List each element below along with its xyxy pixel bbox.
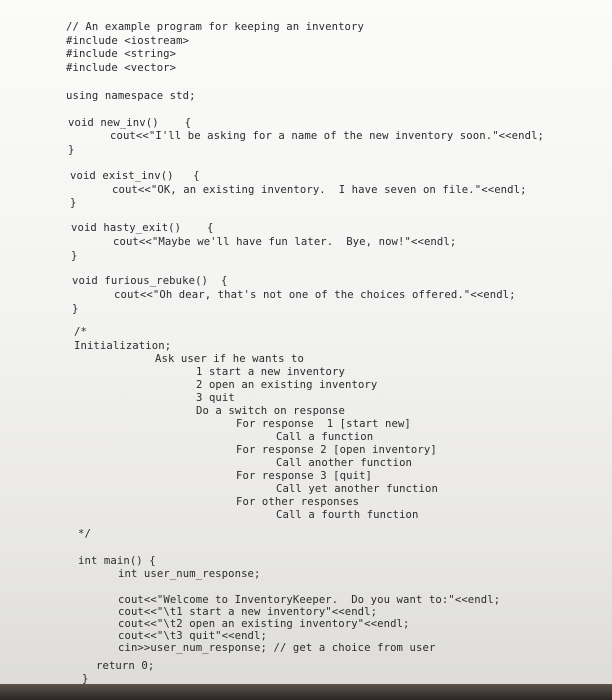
- comment-ask-user: Ask user if he wants to: [155, 353, 304, 365]
- func-rebuke-body: cout<<"Oh dear, that's not one of the choices offered."<<endl;: [114, 289, 516, 301]
- func-new-inv-decl: void new_inv() {: [68, 117, 192, 129]
- comment-call-function: Call a function: [276, 431, 374, 443]
- main-cout-option-2: cout<<"\t2 open an existing inventory"<<endl;: [118, 618, 410, 630]
- comment-response-2: For response 2 [open inventory]: [236, 444, 437, 456]
- func-rebuke-decl: void furious_rebuke() {: [72, 275, 228, 287]
- func-new-inv-close: }: [68, 144, 75, 156]
- comment-response-1: For response 1 [start new]: [236, 418, 411, 430]
- func-rebuke-close: }: [72, 303, 79, 315]
- comment-option-3: 3 quit: [196, 392, 235, 404]
- using-namespace: using namespace std;: [66, 90, 196, 102]
- desk-edge: [0, 684, 612, 700]
- include-string: #include <string>: [66, 48, 177, 60]
- func-hasty-exit-body: cout<<"Maybe we'll have fun later. Bye, now!"<<endl;: [113, 236, 457, 248]
- func-new-inv-body: cout<<"I'll be asking for a name of the new inventory soon."<<endl;: [110, 130, 545, 142]
- main-cin-response: cin>>user_num_response; // get a choice from user: [118, 642, 436, 654]
- main-var-decl: int user_num_response;: [118, 568, 261, 580]
- func-exist-inv-decl: void exist_inv() {: [70, 170, 200, 182]
- comment-call-another: Call another function: [276, 457, 413, 469]
- include-iostream: #include <iostream>: [66, 35, 190, 47]
- comment-response-3: For response 3 [quit]: [236, 470, 373, 482]
- comment-call-fourth: Call a fourth function: [276, 509, 419, 521]
- main-close: }: [82, 673, 89, 684]
- comment-initialization: Initialization;: [74, 340, 172, 352]
- block-comment-open: /*: [74, 326, 87, 338]
- func-hasty-exit-decl: void hasty_exit() {: [71, 222, 214, 234]
- main-cout-option-3: cout<<"\t3 quit"<<endl;: [118, 630, 267, 642]
- func-exist-inv-body: cout<<"OK, an existing inventory. I have seven on file."<<endl;: [112, 184, 527, 196]
- comment-switch: Do a switch on response: [196, 405, 345, 417]
- comment-option-1: 1 start a new inventory: [196, 366, 345, 378]
- comment-call-yet-another: Call yet another function: [276, 483, 438, 495]
- main-decl: int main() {: [78, 555, 156, 567]
- include-vector: #include <vector>: [66, 62, 177, 74]
- comment-option-2: 2 open an existing inventory: [196, 379, 378, 391]
- main-cout-welcome: cout<<"Welcome to InventoryKeeper. Do you want to:"<<endl;: [118, 594, 501, 606]
- main-cout-option-1: cout<<"\t1 start a new inventory"<<endl;: [118, 606, 378, 618]
- comment-line: // An example program for keeping an inventory: [66, 21, 364, 33]
- comment-other-responses: For other responses: [236, 496, 360, 508]
- block-comment-close: */: [78, 528, 91, 540]
- func-hasty-exit-close: }: [71, 250, 78, 262]
- main-return: return 0;: [96, 660, 155, 672]
- func-exist-inv-close: }: [70, 197, 77, 209]
